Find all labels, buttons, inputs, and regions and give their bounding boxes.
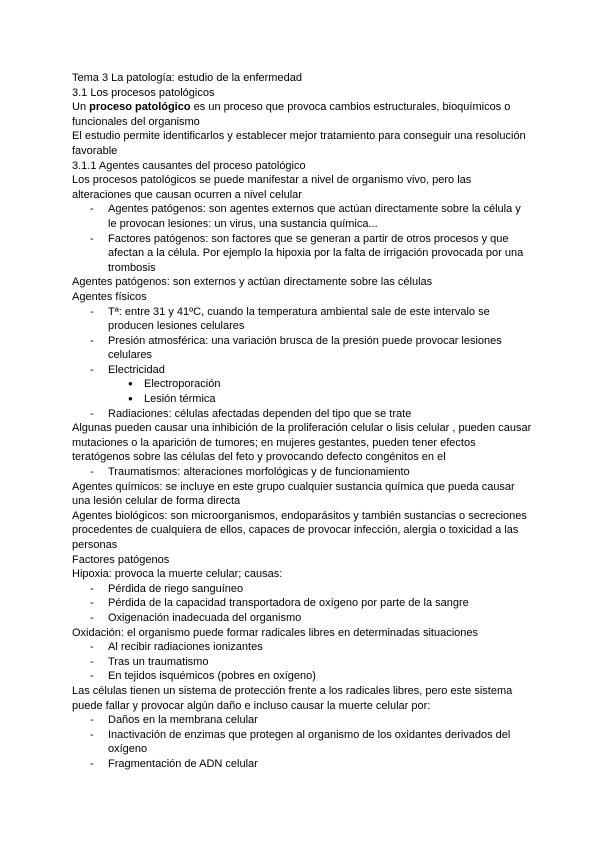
- agentes-biologicos-paragraph: Agentes biológicos: son microorganismos, endoparásitos y también sustancias o secreciones procedentes de cualquiera de ellos, capaces de provocar infección, alergia o toxicidad a las personas: [72, 509, 527, 551]
- list-item: ● Electroporación: [72, 377, 532, 392]
- list-item: - Al recibir radiaciones ionizantes: [72, 640, 532, 655]
- levels-paragraph: Los procesos patológicos se puede manifestar a nivel de organismo vivo, pero las alteraciones que causan ocurren a nivel celular: [72, 174, 472, 201]
- intro-rest: es un proceso que provoca cambios estructurales, bioquímicos o funcionales del organismo: [72, 101, 511, 128]
- list-item: - Daños en la membrana celular: [72, 713, 532, 728]
- list-item: - Pérdida de la capacidad transportadora de oxígeno por parte de la sangre: [72, 596, 532, 611]
- hipoxia-paragraph: Hipoxia: provoca la muerte celular; causas:: [72, 568, 283, 581]
- document-title: Tema 3 La patología: estudio de la enfermedad: [72, 72, 302, 84]
- section-heading-3-1: 3.1 Los procesos patológicos: [72, 86, 215, 99]
- list-item: - Factores patógenos: son factores que se generan a partir de otros procesos y que afectan a la célula. Por ejemplo la hipoxia por la falta de irrigación provocada por una trombosis: [72, 232, 532, 276]
- list-item: - Radiaciones: células afectadas dependen del tipo que se trate: [72, 407, 532, 422]
- proteccion-list: [72, 713, 532, 771]
- factores-patogenos-heading: Factores patógenos: [72, 553, 170, 566]
- list-item: - Oxigenación inadecuada del organismo: [72, 611, 532, 626]
- proteccion-paragraph: Las células tienen un sistema de protección frente a los radicales libres, pero este sistema puede fallar y provocar algún daño e incluso causar la muerte celular por:: [72, 684, 513, 712]
- list-item: - Electricidad: [72, 363, 532, 378]
- list-item: - Inactivación de enzimas que protegen al organismo de los oxidantes derivados del oxígeno: [72, 728, 532, 757]
- oxidacion-paragraph: Oxidación: el organismo puede formar radicales libres en determinadas situaciones: [72, 626, 478, 639]
- list-item: - Presión atmosférica: una variación brusca de la presión puede provocar lesiones celulares: [72, 334, 532, 363]
- intro-bold-term: proceso patológico: [89, 101, 191, 114]
- list-item: - Tras un traumatismo: [72, 655, 532, 670]
- list-item: - En tejidos isquémicos (pobres en oxígeno): [72, 669, 532, 684]
- list-item: - Agentes patógenos: son agentes externos que actúan directamente sobre la célula y le provocan lesiones: un virus, una sustancia química...: [72, 202, 532, 231]
- electricidad-list: [72, 377, 532, 406]
- agentes-quimicos-paragraph: Agentes químicos: se incluye en este grupo cualquier sustancia química que pueda causar una lesión celular de forma directa: [72, 480, 515, 508]
- radiaciones-list: [72, 407, 532, 422]
- fisicos-list: [72, 305, 532, 378]
- list-item: - Tª: entre 31 y 41ºC, cuando la temperatura ambiental sale de este intervalo se producen lesiones celulares: [72, 305, 532, 334]
- agentes-patogenos-paragraph: Agentes patógenos: son externos y actúan directamente sobre las células: [72, 276, 433, 289]
- intro-paragraph: [72, 100, 532, 129]
- causes-list: [72, 202, 532, 275]
- agentes-fisicos-heading: Agentes físicos: [72, 290, 147, 303]
- oxidacion-list: [72, 640, 532, 684]
- traumatismos-list: [72, 465, 532, 480]
- section-heading-3-1-1: 3.1.1 Agentes causantes del proceso patológico: [72, 159, 306, 172]
- list-item: - Traumatismos: alteraciones morfológicas y de funcionamiento: [72, 465, 532, 480]
- list-item: - Fragmentación de ADN celular: [72, 757, 532, 772]
- radiaciones-effects-paragraph: Algunas pueden causar una inhibición de la proliferación celular o lisis celular , pueden causar mutaciones o la aparición de tumores; en mujeres gestantes, pueden tener efectos teratógenos sobre las células del feto y provocando defecto congénitos en el: [72, 422, 532, 464]
- intro-prefix: Un: [72, 101, 90, 114]
- list-item: ● Lesión térmica: [72, 392, 532, 407]
- hipoxia-list: [72, 582, 532, 626]
- list-item: - Pérdida de riego sanguíneo: [72, 582, 532, 597]
- document-body: [72, 71, 532, 772]
- study-paragraph: El estudio permite identificarlos y establecer mejor tratamiento para conseguir una resolución favorable: [72, 130, 526, 157]
